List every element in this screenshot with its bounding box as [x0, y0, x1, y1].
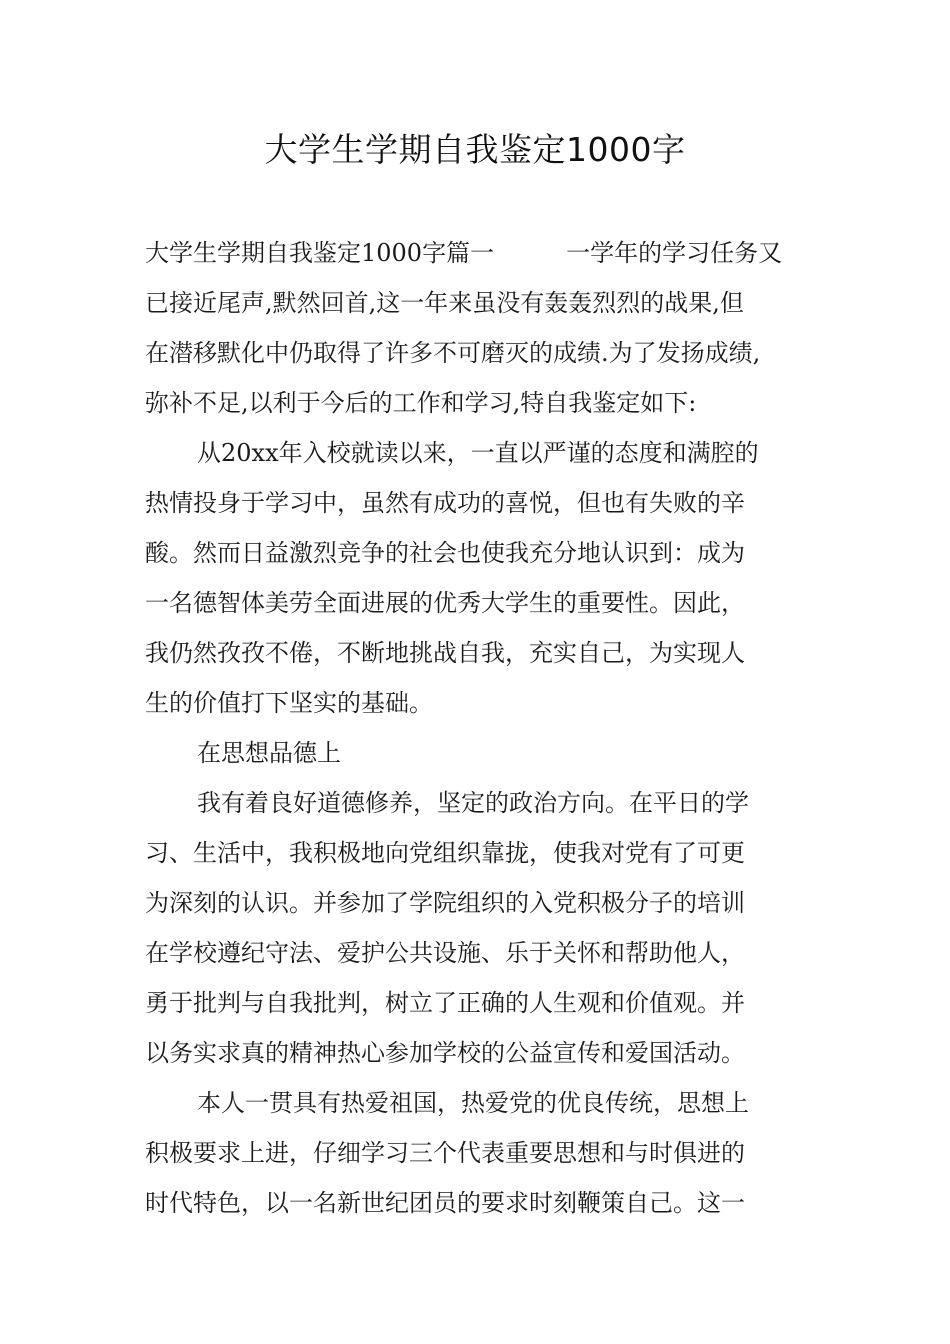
- text-line: 我仍然孜孜不倦，不断地挑战自我，充实自己，为实现人: [145, 639, 745, 667]
- text-line: 生的价值打下坚实的基础。: [145, 689, 433, 717]
- text-line: [145, 228, 810, 278]
- text-line: 已接近尾声,默然回首,这一年来虽没有轰轰烈烈的战果,但: [145, 289, 744, 317]
- text-line: 积极要求上进，仔细学习三个代表重要思想和与时俱进的: [145, 1139, 745, 1167]
- document-body: [145, 228, 810, 1228]
- text-line: 本人一贯具有热爱祖国，热爱党的优良传统，思想上: [197, 1089, 749, 1117]
- section-heading: 在思想品德上: [197, 739, 341, 767]
- text-line: 勇于批判与自我批判，树立了正确的人生观和价值观。并: [145, 989, 745, 1017]
- text-line: 习、生活中，我积极地向党组织靠拢，使我对党有了可更: [145, 839, 745, 867]
- line-text: 大学生学期自我鉴定1000字篇一: [145, 239, 495, 267]
- line-text-tail: 一学年的学习任务又: [566, 239, 783, 267]
- text-line: 弥补不足,以利于今后的工作和学习,特自我鉴定如下:: [145, 389, 697, 417]
- text-line: 一名德智体美劳全面进展的优秀大学生的重要性。因此，: [145, 589, 745, 617]
- page-title: 大学生学期自我鉴定1000字: [264, 130, 686, 169]
- text-line: 在学校遵纪守法、爱护公共设施、乐于关怀和帮助他人，: [145, 939, 745, 967]
- text-line: 在潜移默化中仍取得了许多不可磨灭的成绩.为了发扬成绩,: [145, 339, 761, 367]
- text-line: 酸。然而日益激烈竞争的社会也使我充分地认识到：成为: [145, 539, 745, 567]
- text-line: 为深刻的认识。并参加了学院组织的入党积极分子的培训: [145, 889, 745, 917]
- text-line: 我有着良好道德修养，坚定的政治方向。在平日的学: [197, 789, 749, 817]
- text-line: 热情投身于学习中，虽然有成功的喜悦，但也有失败的辛: [145, 489, 745, 517]
- text-line: 时代特色，以一名新世纪团员的要求时刻鞭策自己。这一: [145, 1189, 745, 1217]
- text-line: 以务实求真的精神热心参加学校的公益宣传和爱国活动。: [145, 1039, 745, 1067]
- text-line: 从20xx年入校就读以来，一直以严谨的态度和满腔的: [197, 439, 759, 467]
